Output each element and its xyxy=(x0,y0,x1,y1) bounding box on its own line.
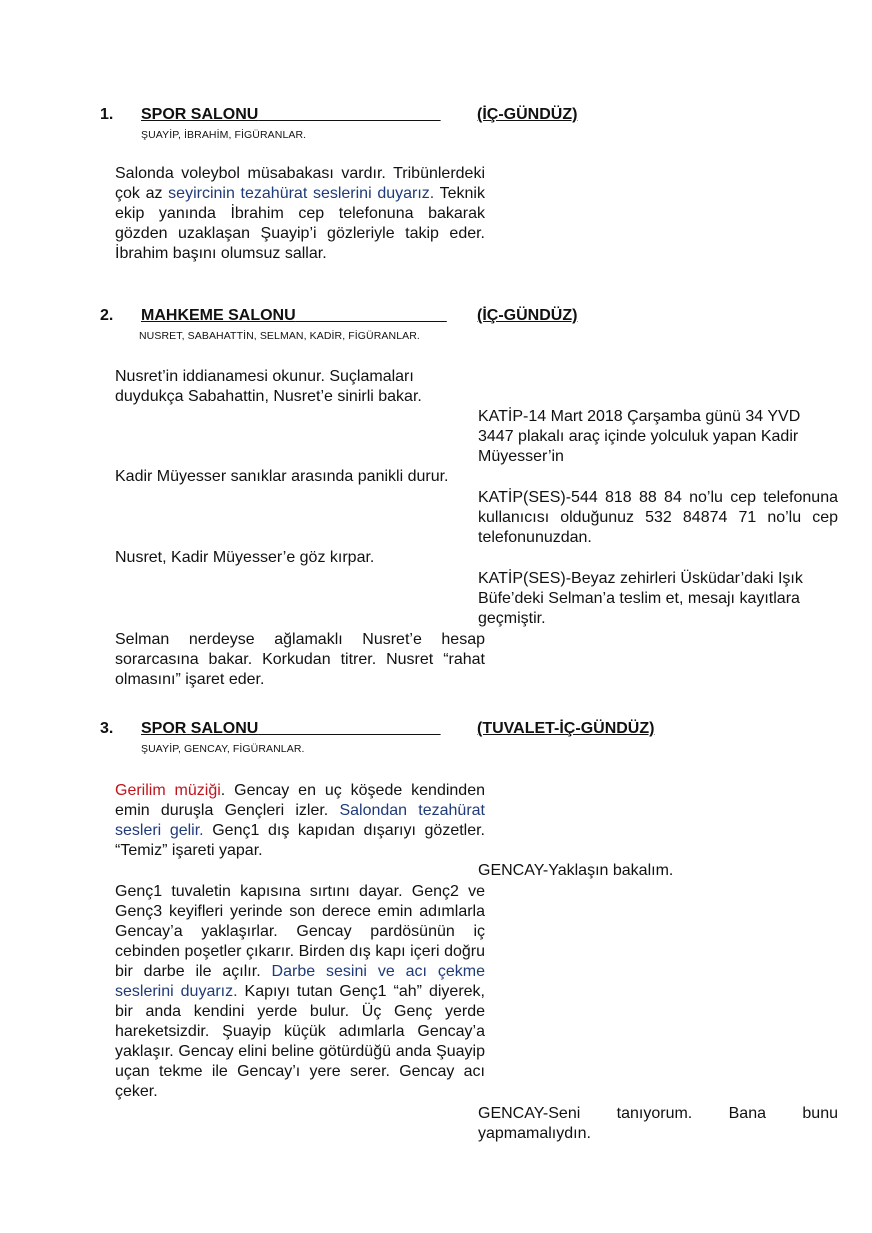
scene-3-dialog-2: GENCAY-Seni tanıyorum. Bana bunu yapmamalıydın. xyxy=(478,1105,838,1142)
scene-1-location: SPOR SALONU xyxy=(141,106,259,123)
scene-1-number: 1. xyxy=(100,106,114,123)
scene-1-action xyxy=(115,164,485,264)
music-direction: Gerilim müziği xyxy=(115,782,221,799)
action-text: Genç1 dış kapıdan dışarıyı gözetler. “Temiz” işareti yapar. xyxy=(115,822,486,859)
action-text: Genç1 tuvaletin kapısına sırtını dayar. Genç2 ve Genç3 keyifleri yerinde son derece emin adımlarla Gencay’a yaklaşırlar. Gencay pardösünün iç cebinden poşetler çıkarır. Birden dış kapı içeri doğru bir darbe ile açılır. xyxy=(115,883,485,980)
sound-direction: Salondan tezahürat sesleri gelir. xyxy=(115,802,485,839)
action-text: Kapıyı tutan Genç1 “ah” diyerek, bir anda kendini yerde bulur. Üç Genç yerde hareketsizdir. Şuayip küçük adımlarla Gencay’a yaklaşır. Gencay elini beline götürdüğü anda Şuayip uçan tekme ile Gencay’ı yere serer. Gencay acı çeker. xyxy=(115,983,485,1100)
action-text: . Gencay en uç köşede kendinden emin duruşla Gençleri izler. xyxy=(115,782,485,819)
scene-2-action-2: Kadir Müyesser sanıklar arasında panikli durur. xyxy=(115,468,449,485)
action-text: Teknik ekip yanında İbrahim cep telefonuna bakarak gözden uzaklaşan Şuayip’i gözleriyle takip eder. İbrahim başını olumsuz sallar. xyxy=(115,185,485,262)
scene-3-location: SPOR SALONU xyxy=(141,720,259,737)
scene-2-time: (İÇ-GÜNDÜZ) xyxy=(477,307,578,324)
scene-2-number: 2. xyxy=(100,307,114,324)
sound-direction: Darbe sesini ve acı çekme seslerini duyarız. xyxy=(115,963,485,1000)
scene-2-action-4: Selman nerdeyse ağlamaklı Nusret’e hesap sorarcasına bakar. Korkudan titrer. Nusret “rahat olmasını” işaret eder. xyxy=(115,631,485,688)
scene-3-dialog-1: GENCAY-Yaklaşın bakalım. xyxy=(478,862,674,879)
sound-direction: seyircinin tezahürat seslerini duyarız. xyxy=(168,185,435,202)
scene-3-time: (TUVALET-İÇ-GÜNDÜZ) xyxy=(477,720,655,737)
scene-2-location: MAHKEME SALONU xyxy=(141,307,296,324)
action-text: Salonda voleybol müsabakası vardır. Tribünlerdeki çok az xyxy=(115,165,485,202)
scene-2-characters: NUSRET, SABAHATTİN, SELMAN, KADİR, FİGÜRANLAR. xyxy=(139,330,420,342)
scene-3-number: 3. xyxy=(100,720,114,737)
scene-1-characters: ŞUAYİP, İBRAHİM, FİGÜRANLAR. xyxy=(141,129,307,141)
scene-2-action-3: Nusret, Kadir Müyesser’e göz kırpar. xyxy=(115,549,375,566)
scene-2-action-1: Nusret’in iddianamesi okunur. Suçlamaları duydukça Sabahattin, Nusret’e sinirli bakar. xyxy=(115,368,422,405)
scene-2-dialog-2: KATİP(SES)-544 818 88 84 no’lu cep telefonuna kullanıcısı olduğunuz 532 84874 71 no’lu cep telefonunuzdan. xyxy=(478,489,838,546)
scene-3-characters: ŞUAYİP, GENCAY, FİGÜRANLAR. xyxy=(141,743,305,755)
scene-1-time: (İÇ-GÜNDÜZ) xyxy=(477,106,578,123)
scene-3-action-1 xyxy=(115,781,485,861)
scene-2-dialog-1: KATİP-14 Mart 2018 Çarşamba günü 34 YVD 3447 plakalı araç içinde yolculuk yapan Kadir Müyesser’in xyxy=(478,408,801,465)
scene-2-dialog-3: KATİP(SES)-Beyaz zehirleri Üsküdar’daki Işık Büfe’deki Selman’a teslim et, mesajı kayıtlara geçmiştir. xyxy=(478,570,803,627)
scene-3-action-2 xyxy=(115,882,485,1102)
